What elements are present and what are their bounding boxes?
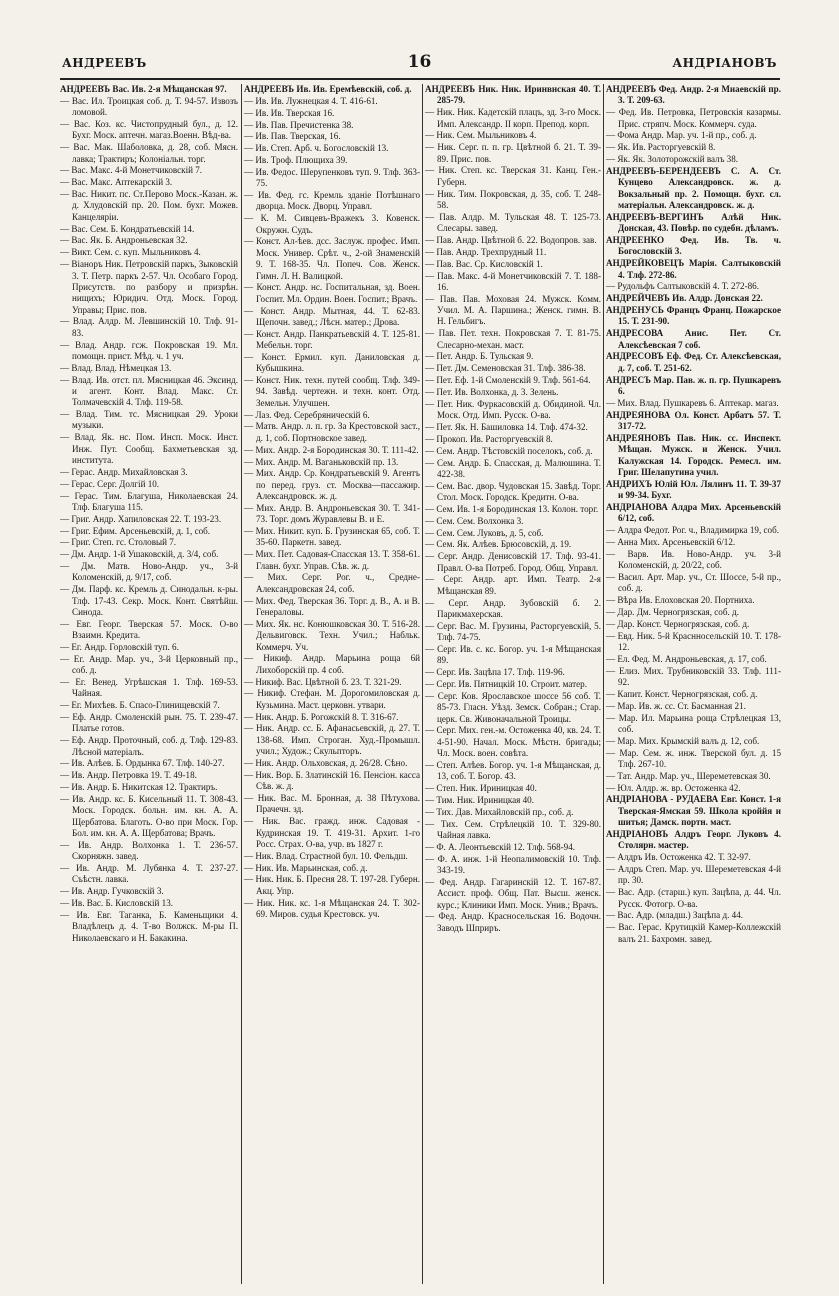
directory-entry: АНДРЕНУСЬ Францъ Франц. Пожарское 15. Т. 231-90. bbox=[606, 305, 781, 327]
directory-entry: — Ег. Венед. Угрѣшская 1. Тлф. 169-53. Чайная. bbox=[60, 677, 238, 699]
directory-entry: — Сем. Сем. Волхонка 3. bbox=[425, 515, 524, 526]
directory-entry: — Герас. Тим. Благуша, Николаевская 24. Тлф. Благуша 115. bbox=[60, 490, 238, 512]
directory-entry: — Конст. Ал-ѣев. дсс. Заслуж. профес. Имп. Моск. Универ. Срѣт. ч., 2-ой Знаменскій 9. Т. 168-35. Чл. Попеч. Сов. Женск. Гимн. Л. Н. Валицкой. bbox=[244, 236, 420, 281]
directory-entry: — Ив. Фед. гс. Кремль зданіе Потѣшнаго дворца. Моск. Дворц. Управл. bbox=[244, 190, 420, 212]
column-2 bbox=[241, 84, 420, 1284]
directory-entry: — Конст. Андр. Панкратьевскій 4. Т. 125-81. Мебельн. торг. bbox=[244, 328, 420, 351]
directory-entry: — Влад. Алдр. М. Левшинскій 10. Тлф. 91-83. bbox=[60, 316, 238, 338]
directory-entry: — Фед. Ив. Петровка, Петровскія казармы. Прис. стряпч. Моск. Коммерч. суда. bbox=[606, 107, 781, 129]
directory-entry: АНДРЕЕВЪ Вас. Ив. 2-я Мѣщанская 97. bbox=[60, 84, 227, 94]
directory-entry: АНДРIАНОВА Алдра Мих. Арсеньевскій 6/12, соб. bbox=[606, 501, 781, 524]
directory-entry: — Влад. Влад. Нѣмецкая 13. bbox=[60, 362, 172, 373]
directory-entry: — Ник. Ник. кс. 1-я Мѣщанская 24. Т. 302-69. Миров. судья Крестовск. уч. bbox=[244, 897, 420, 919]
directory-entry: — Пав. Пав. Моховая 24. Мужск. Комм. Учил. М. А. Паршина.; Женск. гимн. В. Н. Гельбигъ. bbox=[425, 293, 601, 327]
directory-entry: — Влад. Андр. гсж. Покровская 19. Мл. помощн. прист. Мѣд. ч. 1 уч. bbox=[60, 339, 238, 361]
directory-entry: — Григ. Степ. гс. Столовый 7. bbox=[60, 537, 177, 548]
directory-entry: — Ег. Андр. Горловскій туп. 6. bbox=[60, 642, 179, 652]
directory-entry: — Серг. Ков. Ярославское шоссе 56 соб. Т. 85-73. Гласн. Уѣзд. Земск. Собран.; Стар. церк. Св. Живоначальной Троицы. bbox=[425, 690, 601, 724]
directory-entry: — Ив. Степ. Арб. ч. Богословскій 13. bbox=[244, 143, 389, 154]
directory-entry: — Конст. Ермил. куп. Даниловская д. Кубышкина. bbox=[244, 351, 420, 374]
directory-entry: — Мих. Як. нс. Конюшковская 30. Т. 516-28. Дельвиговск. Техн. Учил.; Набльк. Коммерч. Уч. bbox=[244, 618, 420, 652]
directory-entry: АНДРЕСЪ Мар. Пав. ж. п. гр. Пушкаревъ 6. bbox=[606, 374, 781, 396]
directory-entry: — Ник. Ив. Марьинская, соб. д. bbox=[244, 862, 368, 873]
directory-entry: — Лаз. Фед. Серебряническій 6. bbox=[244, 409, 370, 420]
directory-entry: — Степ. Алѣев. Богор. уч. 1-я Мѣщанская, д. 13, соб. Т. Богор. 43. bbox=[425, 759, 601, 782]
directory-entry: — Викт. Сем. с. куп. Мыльниковъ 4. bbox=[60, 247, 201, 258]
directory-entry: АНДРЕЕВЪ Фед. Андр. 2-я Миаевскій пр. 3. Т. 209-63. bbox=[606, 84, 781, 106]
directory-entry: — Ив. Вас. Б. Кисловскій 13. bbox=[60, 898, 174, 909]
directory-entry: — Вас. Герас. Крутицкій Камер-Коллежскій валъ 21. Бахромн. завед. bbox=[606, 922, 781, 944]
column-4 bbox=[603, 84, 781, 1284]
directory-entry: — Влад. Ив. отст. пл. Мясницкая 46. Эксинд. и агент. Конт. Влад. Макс. Ст. Толмачевскій 4. Тлф. 119-58. bbox=[60, 374, 238, 408]
directory-entry: — Пет. Андр. Б. Тульская 9. bbox=[425, 351, 534, 362]
directory-entry: — Мих. Андр. М. Ваганьковскій пр. 13. bbox=[244, 456, 399, 467]
directory-entry: — Вас. Коз. кс. Чистопрудный бул., д. 12. Бухг. Моск. аптечн. магаз.Военн. Вѣд-ва. bbox=[60, 119, 238, 141]
directory-entry: — Прокоп. Ив. Расторгуевскій 8. bbox=[425, 433, 553, 444]
directory-entry: — Ник. Ник. Кадетскій плацъ, зд. 3-го Моск. Имп. Александр. II корп. Препод. корп. bbox=[425, 107, 601, 129]
directory-entry: — Ив. Андр. Гучковскій 3. bbox=[60, 886, 164, 897]
directory-entry: АНДРIАНОВЪ Алдръ Георг. Луковъ 4. Столярн. мастер. bbox=[606, 829, 781, 851]
directory-entry: — Сем. Сем. Луковъ, д. 5, соб. bbox=[425, 527, 544, 538]
directory-entry: — Вас. Макс. Аптекарскій 3. bbox=[60, 177, 173, 188]
directory-entry: — Серг. Ив. Пятницкій 10. Строит. матер. bbox=[425, 679, 587, 690]
directory-entry: АНДРЕЕВЪ Ник. Ник. Иринвнская 40. Т. 285-79. bbox=[425, 84, 601, 106]
directory-entry: — Пав. Алдр. М. Тульская 48. Т. 125-73. Слесары. завед. bbox=[425, 211, 601, 234]
directory-entry: — Вас. Як. Б. Андроньевская 32. bbox=[60, 235, 188, 246]
directory-entry: — Алдръ Ив. Остоженка 42. Т. 32-97. bbox=[606, 852, 751, 863]
directory-entry: — Вас. Ил. Троицкая соб. д. Т. 94-57. Извозъ ломовой. bbox=[60, 95, 238, 118]
directory-entry: — Капит. Конст. Черногрязская, соб. д. bbox=[606, 688, 758, 699]
directory-entry: — Дм. Матв. Ново-Андр. уч., 3-й Коломенскій, д. 9/17, соб. bbox=[60, 561, 238, 583]
directory-entry: — Евг. Георг. Тверская 57. Моск. О-во Взаимн. Кредита. bbox=[60, 618, 238, 641]
directory-entry: — Серг. Андр. Зубовскій б. 2. Парикмахерская. bbox=[425, 597, 601, 619]
directory-entry: — Мих. Влад. Пушкаревъ 6. Аптекар. магаз. bbox=[606, 397, 779, 408]
directory-entry: — Анна Мих. Арсеньевскій 6/12. bbox=[606, 536, 736, 547]
directory-entry: — Ник. Вор. Б. Златинскій 16. Пенсіон. касса Сѣв. ж. д. bbox=[244, 769, 420, 792]
column-3 bbox=[422, 84, 601, 1284]
directory-entry: — Влад. Тим. тс. Мясницкая 29. Уроки музыки. bbox=[60, 409, 238, 431]
directory-entry: — Пет. Ив. Волхонка, д. 3. Зелень. bbox=[425, 386, 559, 397]
directory-entry: — Мар. Ив. ж. сс. Ст. Басманная 21. bbox=[606, 700, 746, 711]
directory-entry: — Ег. Андр. Мар. уч., 3-й Церковный пр., соб. д. bbox=[60, 653, 238, 676]
directory-entry: — Вас. Сем. Б. Кондратьевскій 14. bbox=[60, 223, 195, 234]
directory-entry: — Дар. Дм. Черногрязская, соб. д. bbox=[606, 606, 739, 617]
directory-entry: — Ник. Тим. Покровская, д. 35, соб. Т. 248-58. bbox=[425, 188, 601, 210]
directory-entry: — Герас. Серг. Долгій 10. bbox=[60, 478, 160, 489]
directory-entry: — Тат. Андр. Мар. уч., Шереметевская 30. bbox=[606, 770, 771, 781]
directory-entry: — Пет. Ник. Фуркасовскій д. Обидиной. Чл. Моск. Отд. Имп. Русск. О-ва. bbox=[425, 398, 601, 421]
directory-entry: — Ив. Андр. кс. Б. Кисельный 11. Т. 308-43. Моск. Городск. больн. им. кн. А. А. Щербатова. Благоть. О-во при Моск. Гор. Бол. им. кн. А. А. Щербатова; Врачъ. bbox=[60, 793, 238, 838]
header-left-word: АНДРЕЕВЪ bbox=[62, 56, 147, 70]
header-right-word: АНДРIАНОВЪ bbox=[672, 56, 777, 70]
directory-entry: — Мих. Фед. Тверская 36. Торг. д. В., А. и В. Генераловы. bbox=[244, 595, 420, 617]
directory-entry: АНДРЕЙЧЕВЪ Ив. Алдр. Донская 22. bbox=[606, 293, 763, 304]
directory-entry: — Ник. Степ. кс. Тверская 31. Канц. Ген.-Губерн. bbox=[425, 165, 601, 187]
directory-entry: — Дар. Конст. Черногрязская, соб. д. bbox=[606, 618, 750, 629]
directory-entry: — Вас. Адр. (старш.) куп. Зацѣпа, д. 44. Чл. Русск. Фотогр. О-ва. bbox=[606, 887, 781, 909]
directory-entry: — Ив. Андр. Б. Никитская 12. Трактиръ. bbox=[60, 782, 218, 793]
directory-entry: — Фед. Андр. Красносельская 16. Водочн. Заводъ Шприръ. bbox=[425, 911, 601, 933]
directory-entry: — Еф. Андр. Смоленскій рын. 75. Т. 239-47. Платье готов. bbox=[60, 712, 238, 734]
directory-entry: — Ф. А. Леонтьевскій 12. Тлф. 568-94. bbox=[425, 841, 576, 852]
directory-entry: — Вас. Мак. Шаболовка, д. 28, соб. Мясн. лавка; Трактиръ; Колоніальн. торг. bbox=[60, 142, 238, 164]
directory-entry: — Ив. Евг. Таганка, Б. Каменьщики 4. Владѣлецъ д. 4. Т-во Волжск. М-ры П. Николаевскаго и Н. Бакакина. bbox=[60, 909, 238, 943]
directory-entry: — Дм. Парф. кс. Кремль д. Синодальн. к-ры. Тлф. 17-43. Секр. Моск. Конт. Святѣйш. Синода. bbox=[60, 584, 238, 617]
directory-entry: — Васил. Арт. Мар. уч., Ст. Шоссе, 5-й пр., соб. д. bbox=[606, 571, 781, 594]
directory-entry: — Ив. Алѣев. Б. Ордынка 67. Тлф. 140-27. bbox=[60, 758, 225, 769]
directory-entry: — Сем. Андр. Б. Спасская, д. Малюшина. Т. 422-38. bbox=[425, 457, 601, 479]
directory-entry: АНДРIАНОВА - РУДАЕВА Евг. Конст. 1-я Тверская-Ямская 59. Школа кроййя и шитья; Дамск. портн. маст. bbox=[606, 794, 781, 828]
directory-entry: — Ф. А. инж. 1-й Неопалимовскій 10. Тлф. 343-19. bbox=[425, 853, 601, 876]
directory-entry: — Ив. Андр. Петровка 19. Т. 49-18. bbox=[60, 770, 197, 781]
directory-entry: — Ник. Андр. Б. Рогожскій 8. Т. 316-67. bbox=[244, 711, 399, 722]
directory-entry: — Вѣра Ив. Елоховская 20. Портниха. bbox=[606, 595, 755, 606]
directory-entry: АНДРЕЕВЪ Ив. Ив. Еремѣевскій, соб. д. bbox=[244, 84, 412, 94]
directory-entry: — Ник. Вас. гражд. инж. Садовая - Кудринская 19. Т. 419-31. Архит. 1-го Росс. Страх. О-ва, учр. въ 1827 г. bbox=[244, 816, 420, 849]
directory-entry: — Вас. Адр. (младш.) Зацѣпа д. 44. bbox=[606, 910, 744, 921]
directory-entry: АНДРЕЕВЪ-ВЕРГИНЪ Алѣй Ник. Донская, 43. Повѣр. по судебн. дѣламъ. bbox=[606, 211, 781, 234]
directory-entry: — Мих. Андр. Ср. Кондратьевскій 9. Агентъ по перед. груз. ст. Москва—пассажир. Александровск. ж. д. bbox=[244, 468, 420, 502]
directory-entry: — Ив. Андр. М. Лубянка 4. Т. 237-27. Съѣстн. лавка. bbox=[60, 863, 238, 885]
directory-entry: — Ник. Серг. п. п. гр. Цвѣтной б. 21. Т. 39-89. Прис. пов. bbox=[425, 142, 601, 164]
directory-entry: — Ник. Ник. Б. Пресня 28. Т. 197-28. Губерн. Акц. Упр. bbox=[244, 874, 420, 896]
directory-entry: — Ник. Влад. Страстной бул. 10. Фельдш. bbox=[244, 850, 408, 861]
directory-entry: — Пет. Як. Н. Башиловка 14. Тлф. 474-32. bbox=[425, 421, 588, 432]
directory-entry: АНДРЕСОВА Анис. Пет. Ст. Алексѣевская 7 соб. bbox=[606, 328, 781, 350]
header-rule bbox=[60, 78, 780, 80]
directory-entry: — Конст. Андр. нс. Госпитальная, зд. Воен. Госпит. Мл. Ордин. Воен. Госпит.; Врачъ. bbox=[244, 282, 420, 304]
directory-entry: — Серг. Ив. Зацѣпа 17. Тлф. 119-96. bbox=[425, 667, 565, 678]
directory-entry: — Ел. Фед. М. Андроньевская, д. 17, соб. bbox=[606, 653, 767, 664]
directory-entry: — Григ. Андр. Хапиловская 22. Т. 193-23. bbox=[60, 513, 222, 524]
directory-entry: АНДРИХЪ Юлій Юл. Лялинъ 11. Т. 39-37 и 99-34. Бухг. bbox=[606, 478, 781, 501]
directory-entry: — Мар. Ил. Марьина роща Стрѣлецкая 13, соб. bbox=[606, 712, 781, 734]
directory-entry: — Пав. Пет. техн. Покровская 7. Т. 81-75. Слесарно-механ. маст. bbox=[425, 328, 601, 350]
directory-entry: — Тих. Дав. Михайловскій пр., соб. д. bbox=[425, 806, 574, 817]
directory-entry: — Ег. Михѣев. Б. Спасо-Глинищевскій 7. bbox=[60, 700, 220, 711]
directory-entry: — Мар. Сем. ж. инж. Тверской бул. д. 15 Тлф. 267-10. bbox=[606, 747, 781, 769]
directory-entry: — Влад. Як. нс. Пом. Инсп. Моск. Инст. Инж. Пут. Сообщ. Бахметьевская зд. института. bbox=[60, 432, 238, 465]
directory-entry: — Мих. Серг. Рог. ч., Средне-Александровская 24, соб. bbox=[244, 572, 420, 594]
directory-entry: — Дм. Андр. 1-й Ушаковскій, д. 3/4, соб. bbox=[60, 549, 219, 560]
directory-entry: АНДРЕЕВЪ-БЕРЕНДЕЕВЪ С. А. Ст. Кунцево Александровск. ж. д. Вокзальный пр. 2. Помощн. бухг. сл. матеріальн. Александровск. ж. д. bbox=[606, 165, 781, 210]
directory-entry: — Серг. Мих. ген.-м. Остоженка 40, кв. 24. Т. 4-51-90. Начал. Моск. Мѣстн. бригады; Чл. Моск. воен. совѣта. bbox=[425, 725, 601, 759]
directory-entry: — Ив. Андр. Волхонка 1. Т. 236-57. Скорняжн. завед. bbox=[60, 839, 238, 862]
page-number: 16 bbox=[407, 52, 432, 72]
directory-entry: — Никиф. Стефан. М. Дорогомиловская д. Кузьмина. Маст. церковн. утвари. bbox=[244, 688, 420, 710]
directory-entry: — Пет. Еф. 1-й Смоленскій 9. Тлф. 561-64. bbox=[425, 375, 591, 386]
directory-entry: — Як. Як. Золоторожскій валъ 38. bbox=[606, 154, 739, 165]
directory-entry: — Ив. Ив. Тверская 16. bbox=[244, 107, 335, 118]
directory-entry: — Никиф. Андр. Марьина роща 6й Лихоборскій пр. 4 соб. bbox=[244, 653, 420, 675]
directory-entry: — Ив. Федос. Шерупенковъ туп. 9. Тлф. 363-75. bbox=[244, 166, 420, 189]
directory-entry: АНДРЕЯНОВЪ Пав. Ник. сс. Инспект. Мѣщан. Мужск. и Женск. Учил. Калужская 14. Городск. Ремесл. им. Григ. Шелапутина учил. bbox=[606, 432, 781, 477]
directory-entry: — Конст. Андр. Мытная, 44. Т. 62-83. Щепочн. завед.; Лѣсн. матер.; Дрова. bbox=[244, 305, 420, 327]
directory-entry: — Степ. Ник. Ириницкая 40. bbox=[425, 783, 537, 794]
directory-entry: — Григ. Ефим. Арсеньевскій, д. 1, соб. bbox=[60, 525, 211, 536]
directory-entry: — Вас. Никит. пс. Ст.Перово Моск.-Казан. ж. д. Хлудовскій пр. 20. Пом. бухг. Можев. Канцеляріи. bbox=[60, 189, 238, 222]
directory-entry: — Мих. Андр. 2-я Бородинская 30. Т. 111-42. bbox=[244, 444, 419, 455]
directory-entry: — Сем. Андр. Тѣстовскій поселокъ, соб. д. bbox=[425, 445, 593, 456]
directory-entry: — Пав. Андр. Трехпрудный 11. bbox=[425, 246, 547, 257]
directory-entry: — Евд. Ник. 5-й Краснносельскій 10. Т. 178-12. bbox=[606, 630, 781, 652]
directory-entry: — Мих. Никит. куп. Б. Грузинская 65, соб. Т. 35-60. Паркетн. завед. bbox=[244, 526, 420, 548]
directory-entry: — Никиф. Вас. Цвѣтной б. 23. Т. 321-29. bbox=[244, 676, 402, 687]
directory-entry: — Ник. Андр. Ольховская, д. 26/28. Сѣно. bbox=[244, 757, 408, 768]
page-header bbox=[62, 52, 777, 76]
directory-entry: — Мар. Мих. Крымскій валъ д. 12, соб. bbox=[606, 735, 760, 746]
directory-entry: — Серг. Вас. М. Грузины, Расторгуевскій, 5. Тлф. 74-75. bbox=[425, 620, 601, 643]
directory-entry: — Серг. Андр. арт. Имп. Театр. 2-я Мѣщанская 89. bbox=[425, 574, 601, 596]
directory-entry: — Герас. Андр. Михайловская 3. bbox=[60, 466, 188, 477]
directory-entry: — Пав. Макс. 4-й Монетчиковскій 7. Т. 188-16. bbox=[425, 270, 601, 292]
directory-entry: — Ник. Андр. сс. Б. Афанасьевскій, д. 27. Т. 138-68. Имп. Строган. Худ.-Промышл. учил.; Худож.; Скульпторъ. bbox=[244, 723, 420, 757]
directory-entry: — Алдра Федот. Рог. ч., Владимирка 19, соб. bbox=[606, 525, 779, 536]
directory-entry: — Сем. Вас. двор. Чудовская 15. Завѣд. Торг. Стол. Моск. Городск. Кредитн. О-ва. bbox=[425, 480, 601, 503]
directory-entry: — Матв. Андр. л. п. гр. За Крестовской заст., д. 1, соб. Портновское завед. bbox=[244, 421, 420, 443]
directory-entry: — Пав. Вас. Ср. Кисловскій 1. bbox=[425, 258, 543, 269]
directory-entry: — К. М. Сивцевъ-Вражекъ 3. Ковенск. Окружн. Судъ. bbox=[244, 213, 420, 235]
directory-entry: — Серг. Андр. Денисовскій 17. Тлф. 93-41. Правл. О-ва Потреб. Город. Общ. Управл. bbox=[425, 551, 601, 573]
column-1 bbox=[60, 84, 238, 1284]
directory-entry: — Серг. Ив. с. кс. Богор. уч. 1-я Мѣщанская 89. bbox=[425, 644, 601, 666]
directory-entry: — Алдръ Степ. Мар. уч. Шереметевская 4-й пр. 30. bbox=[606, 864, 781, 886]
directory-entry: — Тих. Сем. Стрѣлецкій 10. Т. 329-80. Чайная лавка. bbox=[425, 818, 601, 840]
columns-container bbox=[60, 84, 780, 1284]
directory-entry: — Конст. Ник. техн. путей сообщ. Тлф. 349-94. Завѣд. чертежн. и техн. конт. Отд. Земельн. Улучшен. bbox=[244, 375, 420, 408]
directory-entry: — Ив. Пав. Пречистенка 38. bbox=[244, 119, 354, 130]
directory-entry: АНДРЕЕНКО Фед. Ив. Тв. ч. Богословскій 3. bbox=[606, 234, 781, 257]
directory-entry: — Еф. Андр. Проточный, соб. д. Тлф. 129-83. Лѣсной матеріалъ. bbox=[60, 735, 238, 757]
directory-entry: — Фед. Андр. Гагаринскій 12. Т. 167-87. Ассист. проф. Общ. Пат. Высш. женск. курс.; Клиники Имп. Моск. Унив.; Врачъ. bbox=[425, 876, 601, 910]
directory-entry: — Пет. Дм. Семеновская 31. Тлф. 386-38. bbox=[425, 363, 586, 374]
directory-entry: — Пав. Андр. Цвѣтной б. 22. Водопров. зав. bbox=[425, 234, 597, 245]
directory-entry: — Мих. Андр. В. Андроньевская 30. Т. 341-73. Торг. домъ Журавлевы В. и Е. bbox=[244, 502, 420, 525]
directory-entry: — Вас. Макс. 4-й Монетчиковскій 7. bbox=[60, 165, 203, 176]
directory-entry: АНДРЕЯНОВА Ол. Конст. Арбатъ 57. Т. 317-72. bbox=[606, 409, 781, 431]
directory-entry: — Ник. Вас. М. Бронная, д. 38 Пѣтухова. Прачечн. зд. bbox=[244, 792, 420, 815]
directory-entry: — Мих. Пет. Садовая-Спасская 13. Т. 358-61. Главн. бухг. Управ. Сѣв. ж. д. bbox=[244, 549, 420, 571]
directory-entry: АНДРЕСОВЪ Еф. Фед. Ст. Алексѣевская, д. 7, соб. Т. 251-62. bbox=[606, 351, 781, 373]
directory-entry: — Ив. Пав. Тверская, 16. bbox=[244, 131, 341, 142]
directory-entry: — Юл. Алдр. ж. вр. Остоженка 42. bbox=[606, 782, 741, 793]
directory-entry: — Ив. Троф. Плющиха 39. bbox=[244, 155, 348, 166]
directory-entry: — Сем. Ив. 1-я Бородинская 13. Колон. торг. bbox=[425, 503, 599, 514]
directory-entry: — Рудольфъ Салтыковскій 4. Т. 272-86. bbox=[606, 281, 759, 292]
directory-entry: АНДРЕЙКОВЕЦЪ Марія. Салтыковскій 4. Тлф. 272-86. bbox=[606, 258, 781, 280]
directory-entry: — Як. Ив. Расторгуевскій 8. bbox=[606, 142, 716, 153]
directory-entry: — Фома Андр. Мар. уч. 1-й пр., соб. д. bbox=[606, 130, 757, 141]
directory-entry: — Ник. Сем. Мыльниковъ 4. bbox=[425, 130, 537, 141]
directory-entry: — Ив. Ив. Лужнецкая 4. Т. 416-61. bbox=[244, 95, 378, 106]
directory-entry: — Віаноръ Ник. Петровскій паркъ, Зыковскій 3. Т. Петр. паркъ 2-57. Чл. Особаго Город. Присутств. по разбору и призрѣн. нищихъ; Юридич. Отд. Моск. Город. Управы; Прис. пов. bbox=[60, 259, 238, 315]
directory-entry: — Тим. Ник. Ириницкая 40. bbox=[425, 794, 534, 805]
directory-entry: — Варв. Ив. Ново-Андр. уч. 3-й Коломенскій, д. 20/22, соб. bbox=[606, 548, 781, 571]
directory-entry: — Сем. Як. Алѣев. Брюсовскій, д. 19. bbox=[425, 539, 572, 550]
directory-entry: — Елиз. Мих. Трубниковскій 33. Тлф. 111-92. bbox=[606, 665, 781, 688]
